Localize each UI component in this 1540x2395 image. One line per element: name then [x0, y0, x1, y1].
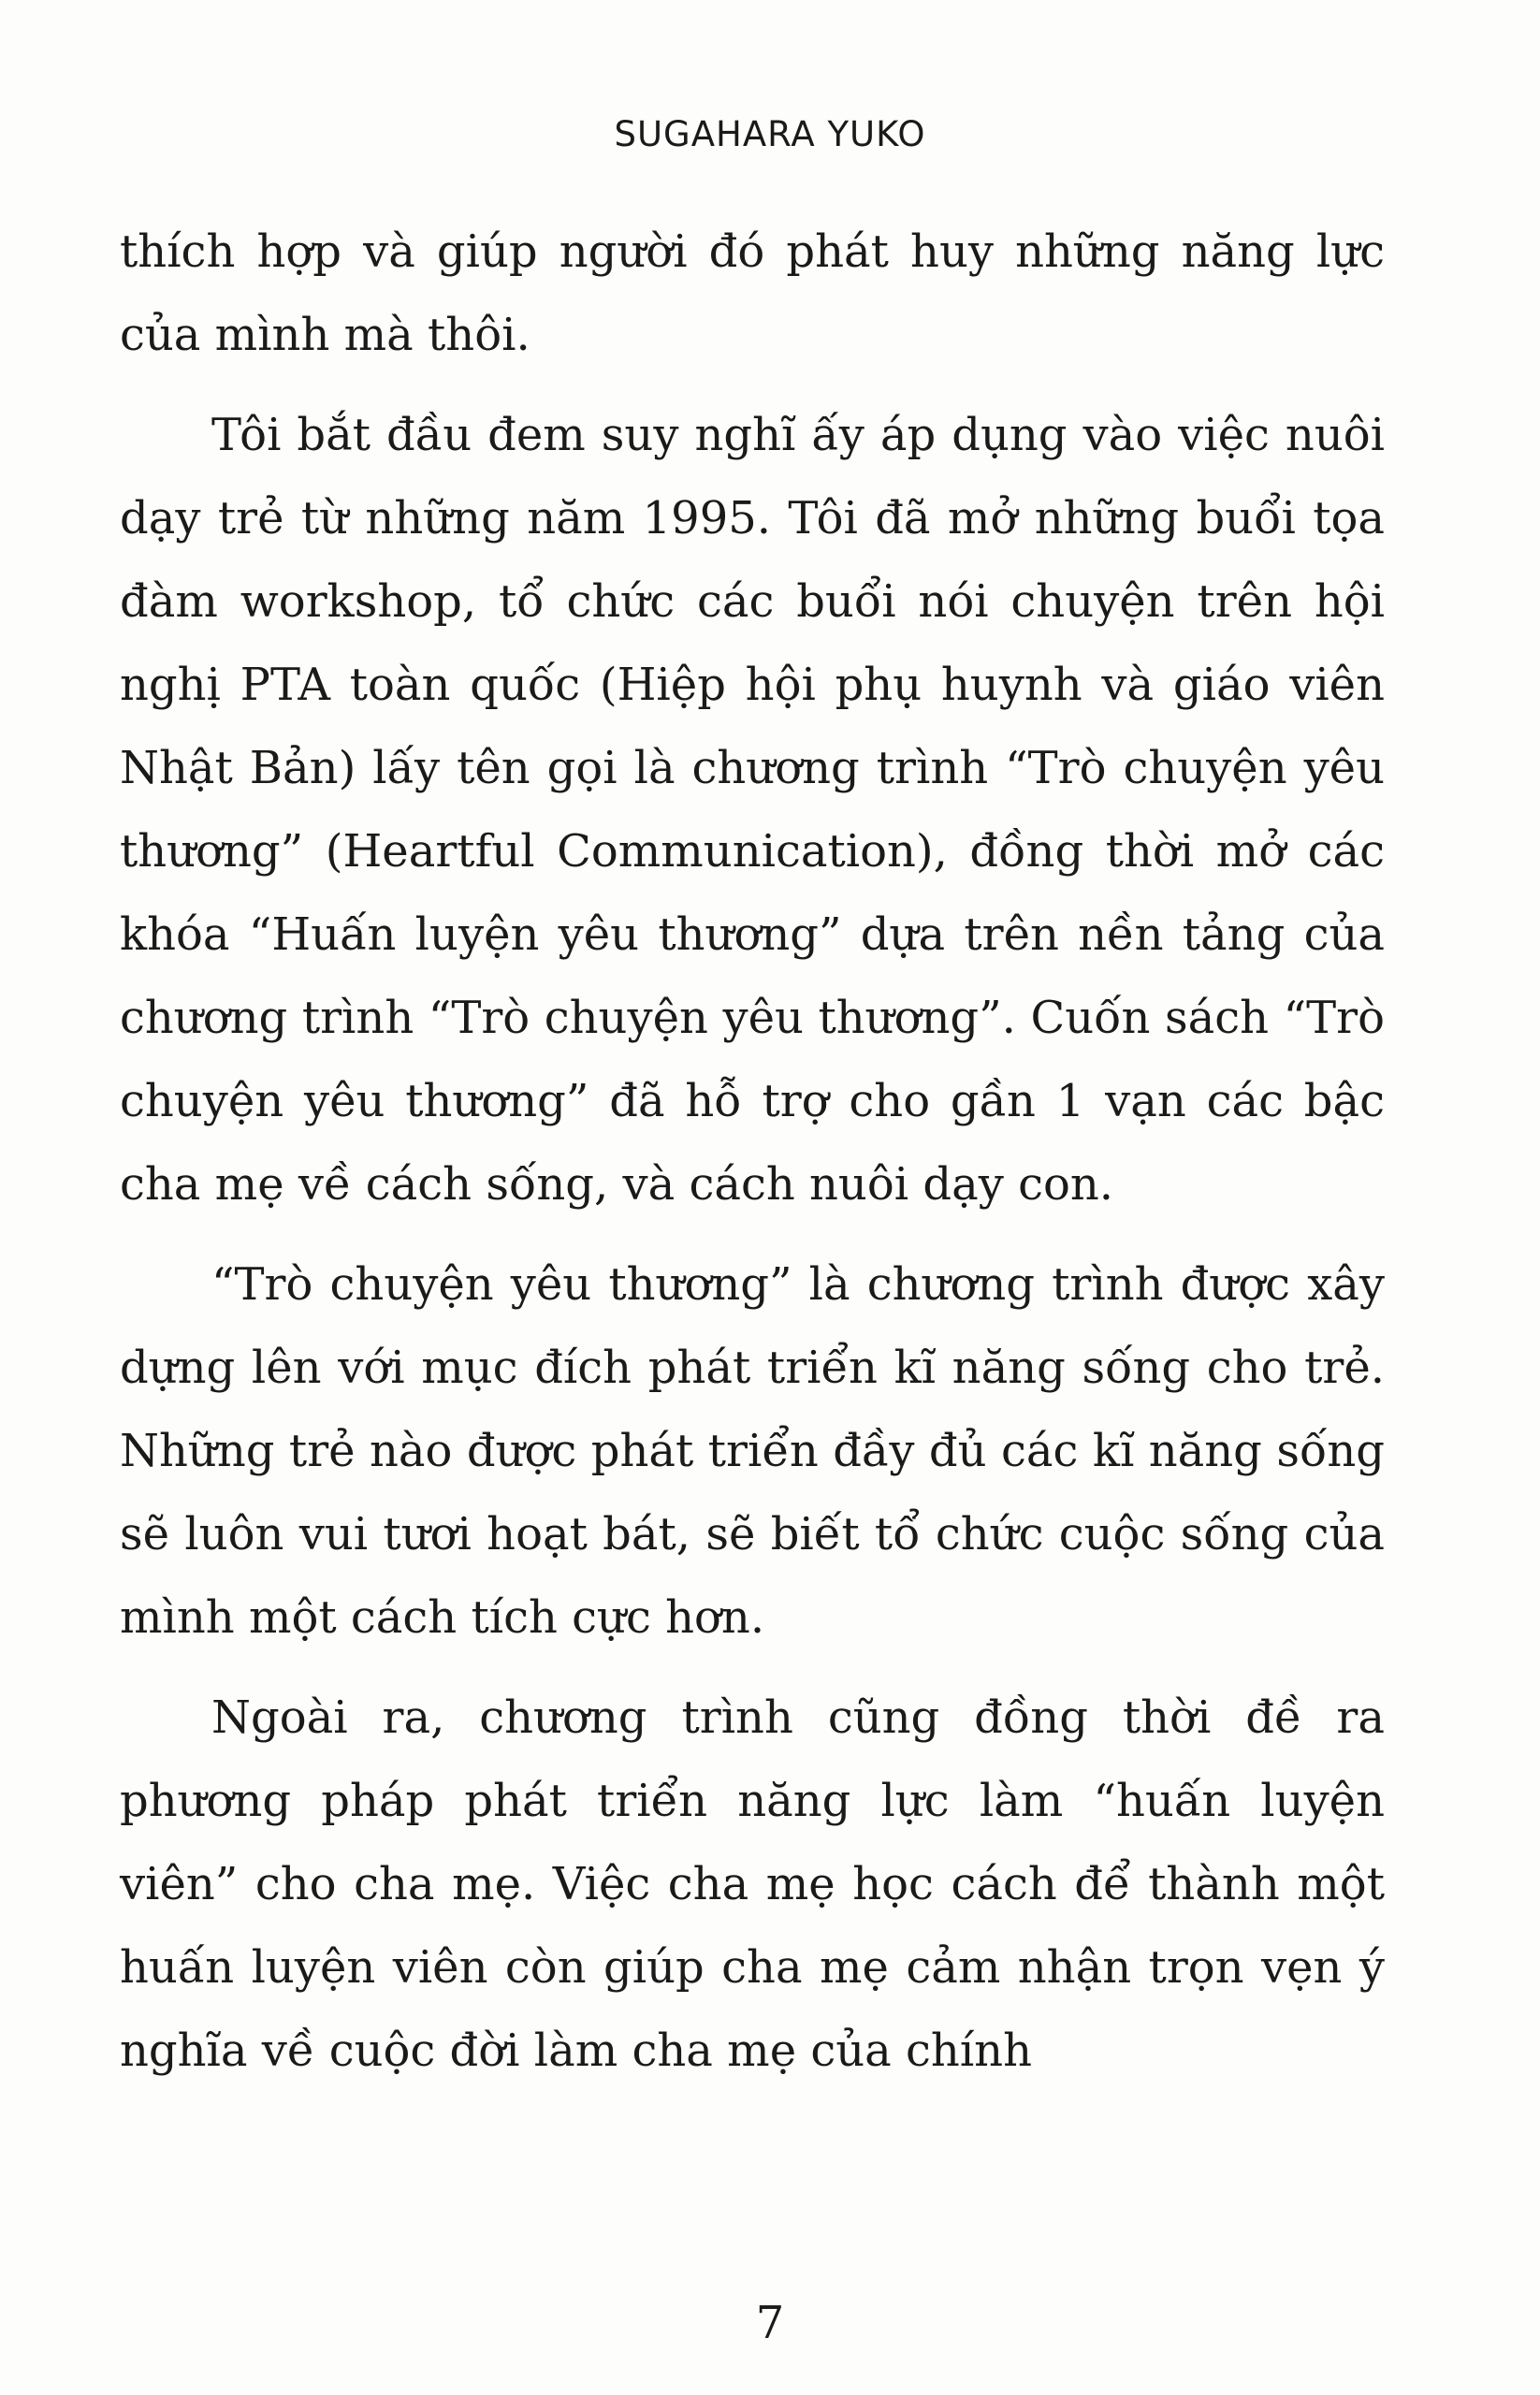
- body-text: [120, 210, 1385, 2106]
- paragraph: “Trò chuyện yêu thương” là chương trình được xây dựng lên với mục đích phát triển kĩ năng sống cho trẻ. Những trẻ nào được phát triển đầy đủ các kĩ năng sống sẽ luôn vui tươi hoạt bát, sẽ biết tổ chức cuộc sống của mình một cách tích cực hơn.: [120, 1258, 1385, 1644]
- paragraph: Tôi bắt đầu đem suy nghĩ ấy áp dụng vào việc nuôi dạy trẻ từ những năm 1995. Tôi đã mở những buổi tọa đàm workshop, tổ chức các buổi nói chuyện trên hội nghị PTA toàn quốc (Hiệp hội phụ huynh và giáo viên Nhật Bản) lấy tên gọi là chương trình “Trò chuyện yêu thương” (Heartful Communication), đồng thời mở các khóa “Huấn luyện yêu thương” dựa trên nền tảng của chương trình “Trò chuyện yêu thương”. Cuốn sách “Trò chuyện yêu thương” đã hỗ trợ cho gần 1 vạn các bậc cha mẹ về cách sống, và cách nuôi dạy con.: [120, 409, 1385, 1211]
- paragraph: Ngoài ra, chương trình cũng đồng thời đề ra phương pháp phát triển năng lực làm “huấn luyện viên” cho cha mẹ. Việc cha mẹ học cách để thành một huấn luyện viên còn giúp cha mẹ cảm nhận trọn vẹn ý nghĩa về cuộc đời làm cha mẹ của chính: [120, 1691, 1385, 2077]
- running-head: SUGAHARA YUKO: [614, 114, 926, 154]
- page-number: 7: [755, 2297, 785, 2349]
- paragraph-continuation: thích hợp và giúp người đó phát huy những năng lực của mình mà thôi.: [120, 225, 1385, 361]
